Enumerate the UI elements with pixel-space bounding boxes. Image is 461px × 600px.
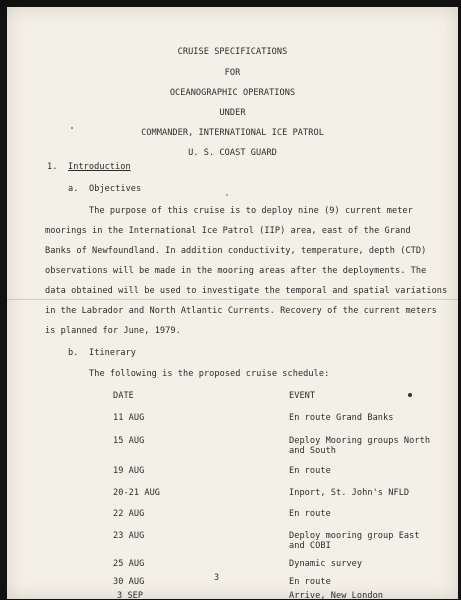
subsection-b-letter: b. [68,348,79,358]
paper-fold [7,299,458,300]
schedule-event: Dynamic survey [289,559,363,569]
objectives-line: observations will be made in the mooring areas after the deployments. The [45,266,427,276]
page-number: 3 [214,573,220,583]
schedule-date: 23 AUG [113,531,145,541]
objectives-line: is planned for June, 1979. [45,326,181,336]
schedule-event: En route [289,577,331,587]
itinerary-intro: The following is the proposed cruise schedule: [89,369,330,379]
header-line-6: U. S. COAST GUARD [188,148,277,158]
schedule-date: 19 AUG [113,466,145,476]
ink-speck [71,127,73,129]
header-line-3: OCEANOGRAPHIC OPERATIONS [169,88,296,98]
objectives-line: moorings in the International Ice Patrol (IIP) area, east of the Grand [45,226,411,236]
objectives-line: Banks of Newfoundland. In addition conductivity, temperature, depth (CTD) [45,246,427,256]
schedule-event: En route [289,509,331,519]
schedule-date: 3 SEP [117,591,144,599]
schedule-event: and South [289,446,337,456]
section-1-title: Introduction [68,162,131,172]
subsection-a-letter: a. [68,184,79,194]
section-1-number: 1. [47,162,58,172]
objectives-line: The purpose of this cruise is to deploy nine (9) current meter [89,206,413,216]
schedule-event: and COBI [289,541,331,551]
schedule-date: 25 AUG [113,559,145,569]
schedule-date: 22 AUG [113,509,145,519]
header-line-5: COMMANDER, INTERNATIONAL ICE PATROL [141,128,324,138]
subsection-b-title: Itinerary [89,348,137,358]
schedule-event: Arrive, New London [289,591,384,599]
event-column-header: EVENT [289,391,316,401]
header-line-2: FOR [224,68,241,78]
objectives-line: in the Labrador and North Atlantic Currents. Recovery of the current meters [45,306,437,316]
subsection-a-title: Objectives [89,184,142,194]
schedule-date: 15 AUG [113,436,145,446]
schedule-event: En route Grand Banks [289,413,394,423]
header-line-4: UNDER [219,108,246,118]
schedule-event: Inport, St. John's NFLD [289,488,410,498]
schedule-date: 20-21 AUG [113,488,161,498]
ink-speck [226,194,228,196]
ink-speck [408,393,412,397]
document-page [7,7,458,599]
schedule-event: Deploy Mooring groups North [289,436,431,446]
schedule-event: Deploy mooring group East [289,531,420,541]
date-column-header: DATE [113,391,134,401]
schedule-event: En route [289,466,331,476]
schedule-date: 11 AUG [113,413,145,423]
header-line-1: CRUISE SPECIFICATIONS [177,47,288,57]
schedule-date: 30 AUG [113,577,145,587]
objectives-line: data obtained will be used to investigate the temporal and spatial variations [45,286,448,296]
